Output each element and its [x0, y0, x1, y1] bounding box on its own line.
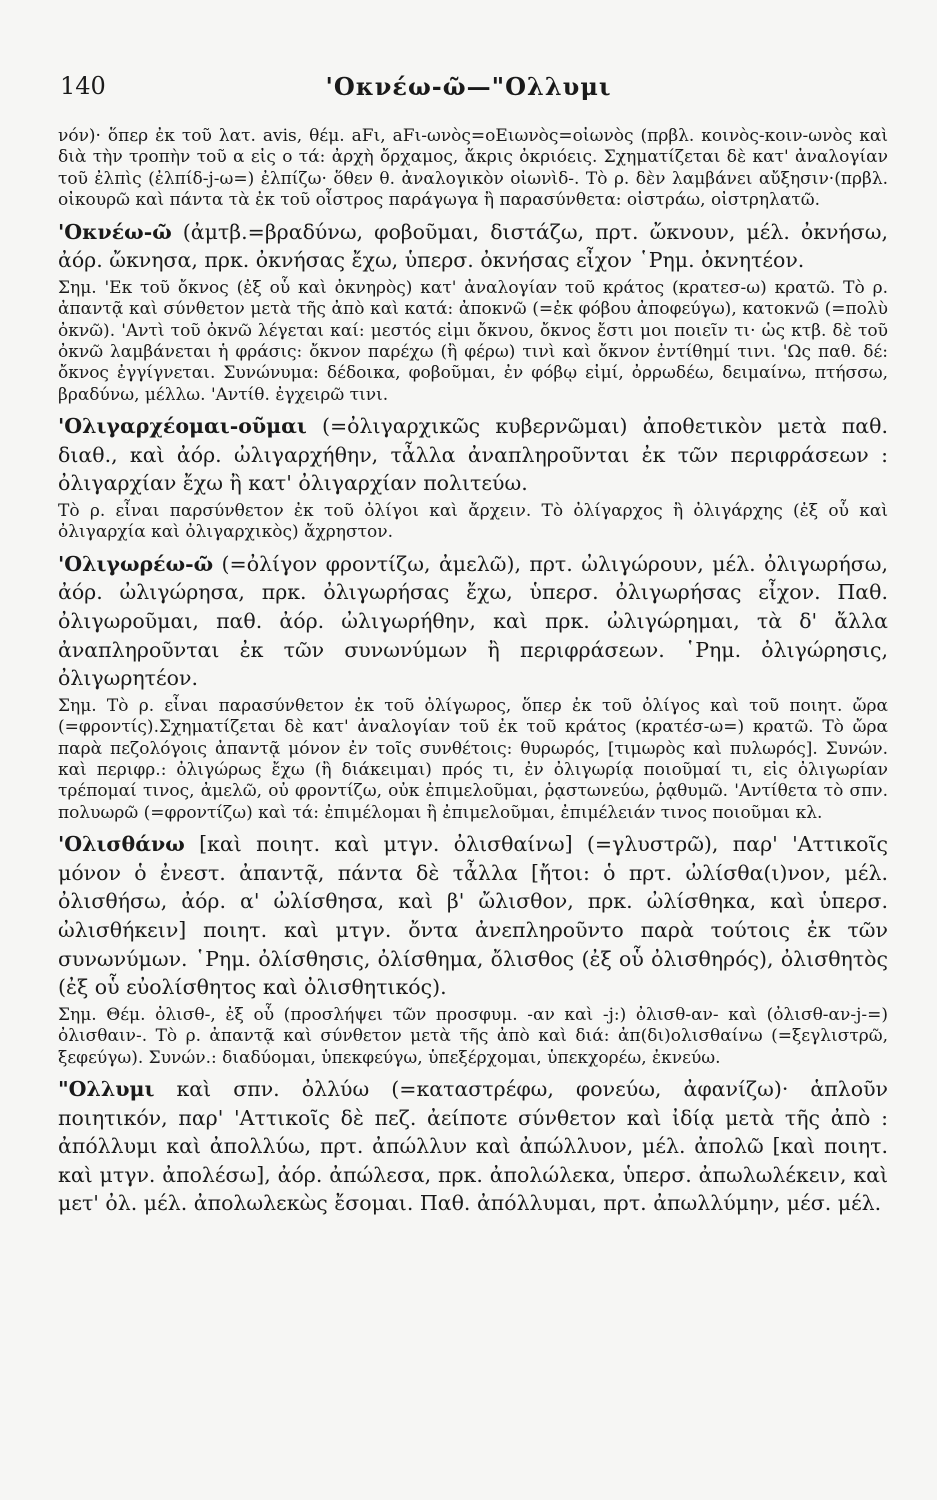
entry-text: νόν)· ὅπερ ἐκ τοῦ λατ. avis, θέμ. aFι, aFι-ωνὸς=οEιωνὸς=οἰωνὸς (πρβλ. κοινὸς-κοιν-ωνὸς καὶ διὰ τὴν τροπὴν τοῦ α εἰς ο τά: ἀρχὴ ὄρχαμος, ἄκρις ὀκριόεις. Σχηματίζεται δὲ κατ' ἀναλογίαν τοῦ ἐλπὶς (ἐλπίδ-j-ω=) ἐλπίζω· ὅθεν θ. ἀναλογικὸν οἰωνὶδ-. Τὸ ρ. δὲν λαμβάνει αὔξησιν·(πρβλ. οἰκουρῶ καὶ πάντα τὰ ἐκ τοῦ οἶστρος παράγωγα ἢ παρασύνθετα: οἰστράω, οἰστρηλατῶ.	[58, 126, 888, 211]
entry-text: Σημ. Τὸ ρ. εἶναι παρασύνθετον ἐκ τοῦ ὀλίγωρος, ὅπερ ἐκ τοῦ ὀλίγος καὶ τοῦ ποιητ. ὤρα (=φροντίς).Σχηματίζεται δὲ κατ' ἀναλογίαν τοῦ ἐκ τοῦ κράτος (κρατέσ-ω=) κρατῶ. Τὸ ὤρα παρὰ πεζολόγοις ἀπαντᾷ μόνον ἐν τοῖς συνθέτοις: θυρωρός, [τιμωρὸς καὶ πυλωρός]. Συνών. καὶ περιφρ.: ὀλιγώρως ἔχω (ἢ διάκειμαι) πρός τι, ἐν ὀλιγωρίᾳ ποιοῦμαί τι, εἰς ὀλιγωρίαν τρέπομαί τινος, ἀμελῶ, οὐ φροντίζω, οὐκ ἐπιμελοῦμαι, ῥᾳστωνεύω, ῥᾳθυμῶ. 'Αντίθετα τὸ σπν. πολυωρῶ (=φροντίζω) καὶ τά: ἐπιμέλομαι ἢ ἐπιμελοῦμαι, ἐπιμέλειάν τινος ποιοῦμαι κλ.	[58, 695, 888, 823]
headword: "Ολλυμι	[58, 1077, 155, 1102]
page-number: 140	[60, 72, 106, 100]
entry-olistano	[58, 830, 888, 1069]
page-header	[60, 72, 877, 106]
headword: 'Οκνέω-ῶ	[58, 219, 172, 244]
entry-definition	[58, 830, 888, 1002]
running-head: 'Οκνέω-ῶ—"Ολλυμι	[325, 72, 612, 101]
entry-text: καὶ σπν. ὀλλύω (=καταστρέφω, φονεύω, ἀφανίζω)· ἁπλοῦν ποιητικόν, παρ' 'Αττικοῖς δὲ πεζ. ἀείποτε σύνθετον καὶ ἰδίᾳ μετὰ τῆς ἀπὸ : ἀπόλλυμι καὶ ἀπολλύω, πρτ. ἀπώλλυν καὶ ἀπώλλυον, μέλ. ἀπολῶ [καὶ ποιητ. καὶ μτγν. ἀπολέσω], ἀόρ. ἀπώλεσα, πρκ. ἀπολώλεκα, ὑπερσ. ἀπωλωλέκειν, καὶ μετ' ὀλ. μέλ. ἀπολωλεκὼς ἔσομαι. Παθ. ἀπόλλυμαι, πρτ. ἀπωλλύμην, μέσ. μέλ.	[58, 1077, 888, 1216]
entry-text: Σημ. Θέμ. ὀλισθ-, ἐξ οὗ (προσλήψει τῶν προσφυμ. -αν καὶ -j:) ὀλισθ-αν- καὶ (ὀλισθ-αν-j-=) ὀλισθαιν-. Τὸ ρ. ἀπαντᾷ καὶ σύνθετον μετὰ τῆς ἀπὸ καὶ διά: ἀπ(δι)ολισθαίνω (=ξεγλιστρῶ, ξεφεύγω). Συνών.: διαδύομαι, ὑπεκφεύγω, ὑπεξέρχομαι, ὑπεκχορέω, ἐκνεύω.	[58, 1004, 888, 1068]
entry-continuation	[58, 126, 888, 212]
entry-definition	[58, 412, 888, 498]
entry-note	[58, 696, 888, 824]
entry-text: (=ὀλιγαρχικῶς κυβερνῶμαι) ἀποθετικὸν μετὰ παθ. διαθ., καὶ ἀόρ. ὠλιγαρχήθην, τἆλλα ἀναπληροῦνται ἐκ τῶν περιφράσεων : ὀλιγαρχίαν ἔχω ἢ κατ' ὀλιγαρχίαν πολιτεύω.	[58, 414, 888, 496]
entry-text: Σημ. 'Εκ τοῦ ὄκνος (ἐξ οὗ καὶ ὀκνηρὸς) κατ' ἀναλογίαν τοῦ κράτος (κρατεσ-ω) κρατῶ. Τὸ ρ. ἀπαντᾷ καὶ σύνθετον μετὰ τῆς ἀπὸ καὶ κατά: ἀποκνῶ (=ἐκ φόβου ἀποφεύγω), κατοκνῶ (=πολὺ ὀκνῶ). 'Αντὶ τοῦ ὀκνῶ λέγεται καί: μεστός εἰμι ὄκνου, ὄκνος ἔστι μοι ποιεῖν τι· ὡς κτβ. δὲ τοῦ ὀκνῶ λαμβάνεται ἡ φράσις: ὄκνον παρέχω (ἢ φέρω) τινὶ καὶ ὄκνον ἐντίθημί τινι. 'Ως παθ. δέ: ὄκνος ἐγγίγνεται. Συνώνυμα: δέδοικα, φοβοῦμαι, ἐν φόβῳ εἰμί, ὀρρωδέω, δειμαίνω, πτήσσω, βραδύνω, μέλλω. 'Αντίθ. ἐγχειρῶ τινι.	[58, 277, 888, 405]
dictionary-body	[58, 126, 888, 1218]
entry-definition	[58, 550, 888, 693]
entry-ollumi	[58, 1075, 888, 1218]
entry-definition	[58, 218, 888, 275]
entry-oligoreo	[58, 550, 888, 824]
entry-definition	[58, 1075, 888, 1218]
entry-note	[58, 126, 888, 212]
headword: 'Ολισθάνω	[58, 832, 185, 857]
entry-text: (ἀμτβ.=βραδύνω, φοβοῦμαι, διστάζω, πρτ. ὤκνουν, μέλ. ὀκνήσω, ἀόρ. ὤκνησα, πρκ. ὀκνήσας ἔχω, ὑπερσ. ὀκνήσας εἶχον ῾Ρημ. ὀκνητέον.	[58, 219, 888, 273]
entry-oligarcheomai	[58, 412, 888, 544]
entry-note	[58, 501, 888, 544]
entry-note	[58, 1005, 888, 1069]
entry-note	[58, 278, 888, 406]
entry-text: [καὶ ποιητ. καὶ μτγν. ὀλισθαίνω] (=γλυστρῶ), παρ' 'Αττικοῖς μόνον ὁ ἐνεστ. ἀπαντᾷ, πάντα δὲ τἆλλα [ἤτοι: ὁ πρτ. ὠλίσθα(ι)νον, μέλ. ὀλισθήσω, ἀόρ. α' ὠλίσθησα, καὶ β' ὤλισθον, πρκ. ὠλίσθηκα, καὶ ὑπερσ. ὠλισθήκειν] ποιητ. καὶ μτγν. ὄντα ἀνεπληροῦντο παρὰ τούτοις ἐκ τῶν συνωνύμων. ῾Ρημ. ὀλίσθησις, ὀλίσθημα, ὄλισθος (ἐξ οὗ ὀλισθηρός), ὀλισθητὸς (ἐξ οὗ εὐολίσθητος καὶ ὀλισθητικός).	[58, 832, 888, 1000]
entry-text: Τὸ ρ. εἶναι παρσύνθετον ἐκ τοῦ ὀλίγοι καὶ ἄρχειν. Τὸ ὀλίγαρχος ἢ ὀλιγάρχης (ἐξ οὗ καὶ ὀλιγαρχία καὶ ὀλιγαρχικὸς) ἄχρηστον.	[58, 501, 888, 543]
headword: 'Ολιγαρχέομαι-οῦμαι	[58, 414, 307, 439]
entry-text: (=ὀλίγον φροντίζω, ἀμελῶ), πρτ. ὠλιγώρουν, μέλ. ὀλιγωρήσω, ἀόρ. ὠλιγώρησα, πρκ. ὀλιγωρήσας ἔχω, ὑπερσ. ὀλιγωρήσας εἶχον. Παθ. ὀλιγωροῦμαι, παθ. ἀόρ. ὠλιγωρήθην, καὶ πρκ. ὠλιγώρημαι, τὰ δ' ἄλλα ἀναπληροῦνται ἐκ τῶν συνωνύμων ἢ περιφράσεων. ῾Ρημ. ὀλιγώρησις, ὀλιγωρητέον.	[58, 551, 888, 691]
headword: 'Ολιγωρέω-ῶ	[58, 551, 214, 576]
entry-okneo	[58, 218, 888, 407]
